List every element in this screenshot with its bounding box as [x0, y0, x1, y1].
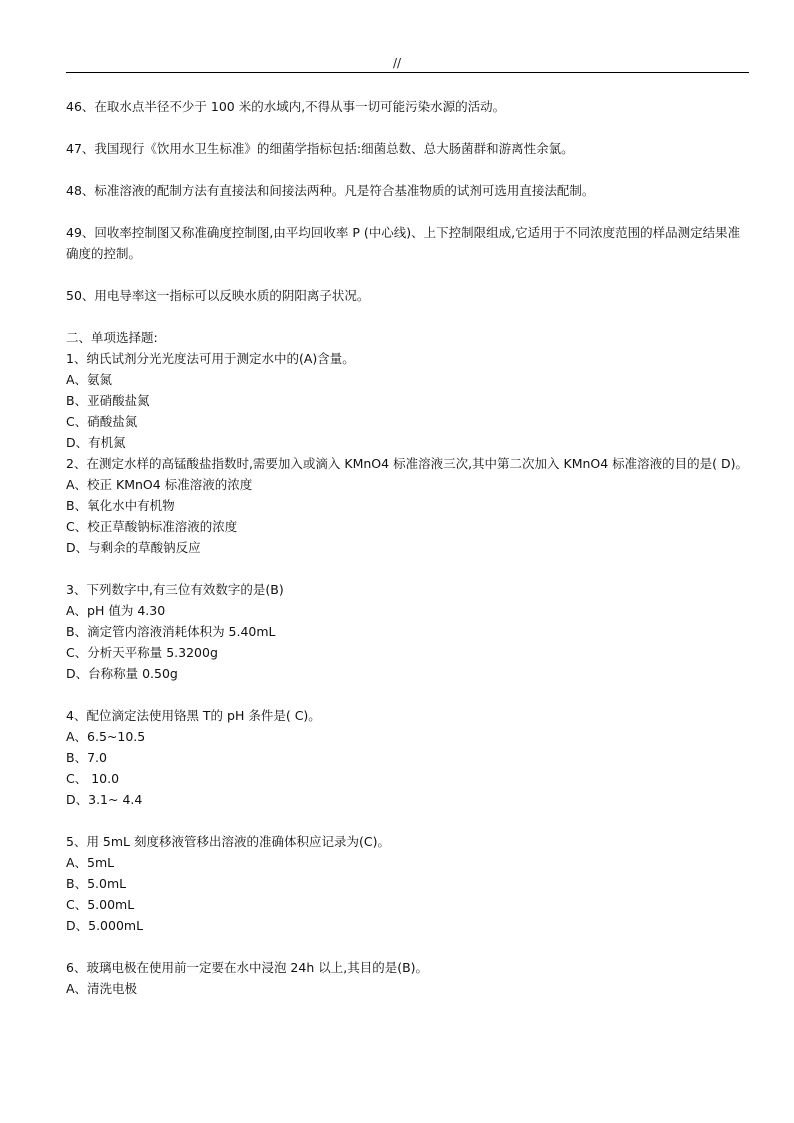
option-b: B、氧化水中有机物	[66, 498, 175, 513]
fill-item-47: 47、我国现行《饮用水卫生标准》的细菌学指标包括:细菌总数、总大肠菌群和游离性余氯。	[66, 141, 574, 156]
question-text: 1、纳氏试剂分光光度法可用于测定水中的(A)含量。	[66, 351, 355, 366]
fill-item-48: 48、标准溶液的配制方法有直接法和间接法两种。凡是符合基准物质的试剂可选用直接法配制。	[66, 183, 595, 198]
question-text: 6、玻璃电极在使用前一定要在水中浸泡 24h 以上,其目的是(B)。	[66, 960, 429, 975]
question-1	[66, 348, 750, 453]
page-header-mark: //	[392, 56, 402, 70]
option-b: B、7.0	[66, 750, 107, 765]
option-d: D、与剩余的草酸钠反应	[66, 540, 201, 555]
question-2	[66, 453, 750, 558]
option-d: D、5.000mL	[66, 918, 144, 933]
option-a: A、5mL	[66, 855, 115, 870]
option-b: B、滴定管内溶液消耗体积为 5.40mL	[66, 624, 276, 639]
option-c: C、硝酸盐氮	[66, 414, 138, 429]
option-a: A、校正 KMnO4 标准溶液的浓度	[66, 477, 253, 492]
header-rule	[66, 72, 749, 73]
option-d: D、3.1~ 4.4	[66, 792, 143, 807]
option-a: A、清洗电极	[66, 981, 138, 996]
option-c: C、 10.0	[66, 771, 120, 786]
option-a: A、6.5~10.5	[66, 729, 146, 744]
document-body	[66, 96, 750, 999]
question-6	[66, 957, 750, 999]
question-text: 3、下列数字中,有三位有效数字的是(B)	[66, 582, 284, 597]
option-c: C、校正草酸钠标准溶液的浓度	[66, 519, 238, 534]
fill-item-50: 50、用电导率这一指标可以反映水质的阴阳离子状况。	[66, 288, 370, 303]
section-title: 二、单项选择题:	[66, 330, 158, 345]
option-b: B、亚硝酸盐氮	[66, 393, 150, 408]
question-text: 2、在测定水样的高锰酸盐指数时,需要加入或滴入 KMnO4 标准溶液三次,其中第二次加入 KMnO4 标准溶液的目的是( D)。	[66, 456, 749, 471]
fill-item-49: 49、回收率控制图又称准确度控制图,由平均回收率 P (中心线)、上下控制限组成,它适用于不同浓度范围的样品测定结果准确度的控制。	[66, 225, 741, 261]
option-c: C、分析天平称量 5.3200g	[66, 645, 218, 660]
option-d: D、台称称量 0.50g	[66, 666, 178, 681]
option-d: D、有机氮	[66, 435, 126, 450]
question-3	[66, 579, 750, 684]
option-b: B、5.0mL	[66, 876, 127, 891]
option-a: A、氨氮	[66, 372, 113, 387]
option-a: A、pH 值为 4.30	[66, 603, 166, 618]
question-5	[66, 831, 750, 936]
question-4	[66, 705, 750, 810]
fill-item-46: 46、在取水点半径不少于 100 米的水域内,不得从事一切可能污染水源的活动。	[66, 99, 506, 114]
question-text: 4、配位滴定法使用铬黑 T的 pH 条件是( C)。	[66, 708, 321, 723]
question-text: 5、用 5mL 刻度移液管移出溶液的准确体积应记录为(C)。	[66, 834, 390, 849]
option-c: C、5.00mL	[66, 897, 135, 912]
